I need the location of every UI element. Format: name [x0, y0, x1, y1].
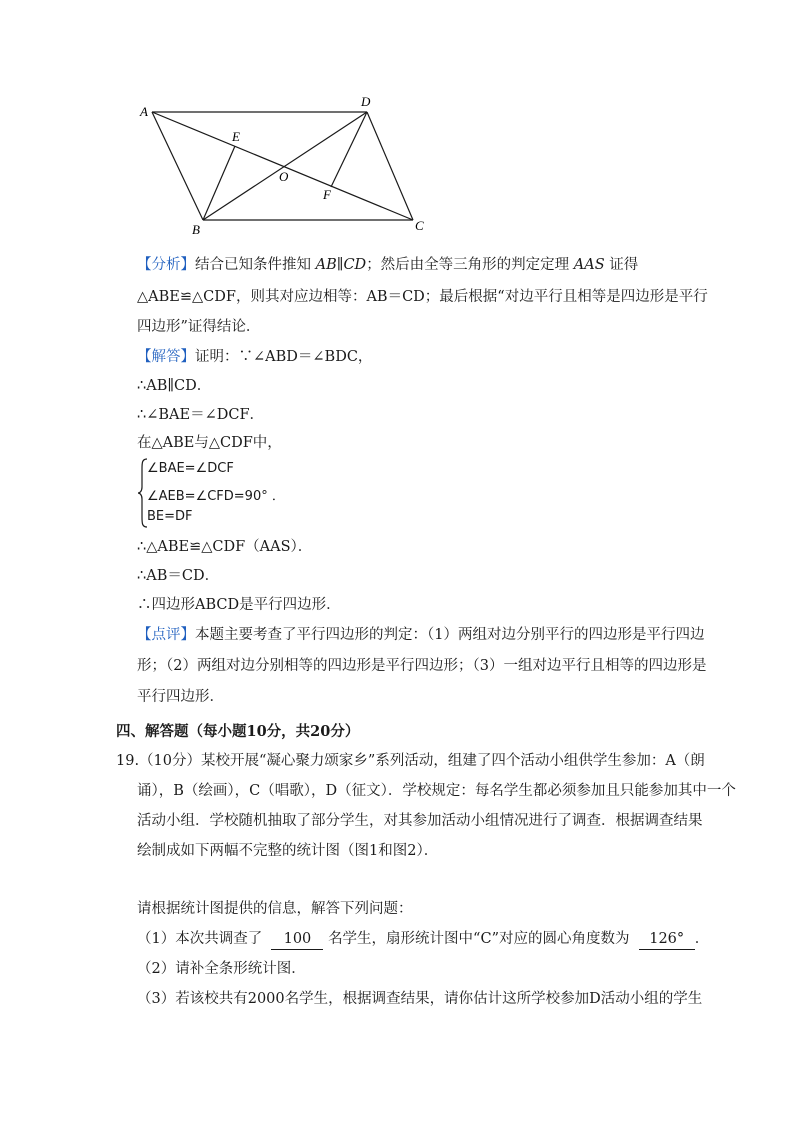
point-label-o: O [279, 169, 289, 184]
analysis-line-1: 【分析】结合已知条件推知 AB∥CD；然后由全等三角形的判定定理 AAS 证得 [137, 257, 639, 273]
point-label-b: B [192, 222, 200, 237]
solution-line-4: 在△ABE与△CDF中， [137, 435, 282, 451]
q19-sub2: （2）请补全条形统计图． [137, 961, 306, 977]
comment-line-2: 形；（2）两组对边分别相等的四边形是平行四边形；（3）一组对边平行且相等的四边形是 [137, 658, 707, 674]
point-label-e: E [232, 129, 240, 144]
solution-line-5: ∴△ABE≌△CDF（AAS）． [137, 539, 313, 555]
q19-sub1: （1）本次共调查了 100 名学生，扇形统计图中“C”对应的圆心角度数为 126° ． [137, 929, 677, 950]
diagonal-bd [203, 112, 367, 220]
answer-blank-count: 100 [271, 929, 323, 950]
solution-line-6: ∴AB＝CD． [137, 568, 220, 584]
q19-line-1: 19.（10分）某校开展“凝心聚力颂家乡”系列活动，组建了四个活动小组供学生参加：A（朗 [116, 753, 705, 769]
comment-line-1: 【点评】本题主要考查了平行四边形的判定：（1）两组对边分别平行的四边形是平行四边 [137, 627, 705, 643]
answer-blank-angle: 126° [639, 929, 695, 950]
analysis-line-2: △ABE≌△CDF，则其对应边相等：AB＝CD；最后根据“对边平行且相等是四边形是平行 [137, 289, 708, 305]
system-eq-1: ∠BAE=∠DCF [147, 461, 234, 476]
point-label-c: C [415, 218, 424, 233]
system-eq-2: ∠AEB=∠CFD=90° ． [147, 489, 285, 504]
segment-ba [152, 112, 203, 220]
point-label-d: D [361, 94, 371, 109]
comment-tag: 【点评】 [137, 627, 195, 643]
point-label-f: F [323, 187, 331, 202]
q19-line-4: 绘制成如下两幅不完整的统计图（图1和图2）． [137, 843, 439, 859]
solution-line-7: ∴四边形ABCD是平行四边形． [137, 597, 341, 613]
solution-line-2: ∴AB∥CD． [137, 378, 212, 394]
analysis-tag: 【分析】 [137, 257, 195, 273]
solution-line-1: 【解答】证明：∵∠ABD＝∠BDC， [137, 349, 373, 365]
q19-line-2: 诵），B（绘画），C（唱歌），D（征文）．学校规定：每名学生都必须参加且只能参加其中一个 [137, 783, 736, 799]
system-eq-3: BE=DF [147, 509, 193, 524]
parallelogram-figure [130, 88, 440, 238]
q19-line-3: 活动小组．学校随机抽取了部分学生，对其参加活动小组情况进行了调查．根据调查结果 [137, 813, 703, 829]
equation-system [137, 457, 337, 529]
point-label-a: A [140, 104, 148, 119]
q19-sub3: （3）若该校共有2000名学生，根据调查结果，请你估计这所学校参加D活动小组的学生 [137, 991, 703, 1007]
solution-line-3: ∴∠BAE＝∠DCF． [137, 407, 265, 423]
analysis-line-3: 四边形”证得结论． [137, 319, 261, 335]
q19-prompt: 请根据统计图提供的信息，解答下列问题： [137, 901, 413, 917]
section-title: 四、解答题（每小题10分，共20分） [116, 723, 360, 740]
parallelogram-diagram [130, 88, 440, 238]
solution-tag: 【解答】 [137, 349, 195, 365]
comment-line-3: 平行四边形． [137, 689, 224, 705]
